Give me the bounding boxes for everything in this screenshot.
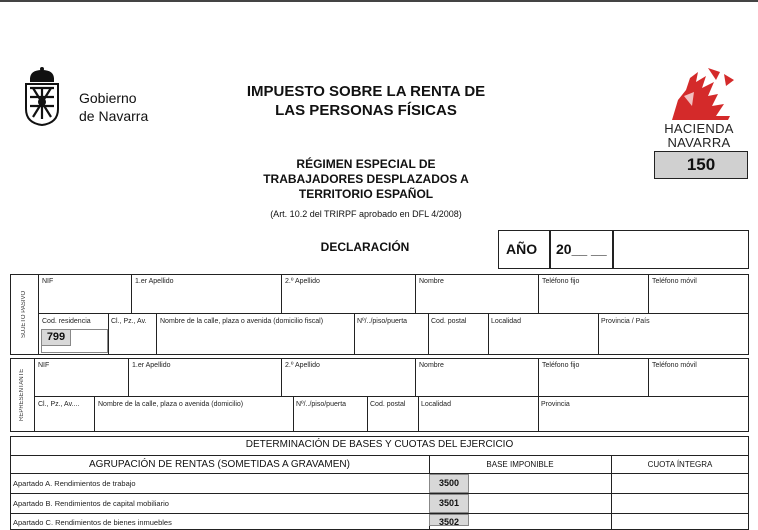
sp-calle-field[interactable]: Nombre de la calle, plaza o avenida (domicilio fiscal) [160,318,324,325]
rep-provincia-field[interactable]: Provincia [541,401,570,408]
navarra-crest-icon [22,67,62,127]
row-code: 3500 [429,474,469,493]
cuota-integra-field[interactable] [612,514,748,526]
sp-div [281,274,282,313]
representante-section [10,358,749,432]
col-cuota-integra-header: CUOTA ÍNTEGRA [647,460,713,469]
sp-num-piso-field[interactable]: Nº/../piso/puerta [357,318,408,325]
title-line2: LAS PERSONAS FÍSICAS [275,102,457,119]
row-code: 3502 [429,514,469,526]
top-border-line [0,0,758,2]
sp-div [156,313,157,355]
sp-nombre-field[interactable]: Nombre [419,278,444,285]
sp-localidad-field[interactable]: Localidad [491,318,521,325]
regime-line3: TERRITORIO ESPAÑOL [298,187,434,201]
sp-cod-residencia-code: 799 [41,329,71,346]
year-divider-2 [612,230,614,269]
rep-div [94,396,95,432]
sp-div [108,313,109,355]
year-value-field[interactable]: 20__ __ [556,241,607,257]
sp-telefono-fijo-field[interactable]: Teléfono fijo [542,278,580,285]
rep-calle-field[interactable]: Nombre de la calle, plaza o avenida (domicilio) [98,401,244,408]
rep-apellido2-field[interactable]: 2.º Apellido [285,362,320,369]
cuota-integra-field[interactable] [612,494,748,513]
title-line1: IMPUESTO SOBRE LA RENTA DE [246,83,486,100]
rep-cl-pz-av-field[interactable]: Cl., Pz., Av.... [38,401,80,408]
sp-cl-pz-av-field[interactable]: Cl., Pz., Av. [111,318,147,325]
model-number-box [654,151,748,179]
rep-div [367,396,368,432]
rep-side-label: REPRESENTANTE [19,368,25,422]
declaration-label: DECLARACIÓN [320,240,410,254]
hacienda-line2: NAVARRA [667,135,731,150]
base-imponible-field[interactable] [470,474,610,493]
sp-row-divider [38,313,749,314]
rep-div [128,358,129,396]
legal-reference: (Art. 10.2 del TRIRPF aprobado en DFL 4/2008) [270,209,462,219]
sp-provincia-pais-field[interactable]: Provincia / País [601,318,650,325]
sp-div [415,274,416,313]
sp-div [131,274,132,313]
rep-cod-postal-field[interactable]: Cod. postal [370,401,406,408]
sujeto-pasivo-section [10,274,749,355]
rep-row-divider [34,396,749,397]
gobierno-line2: de Navarra [79,108,149,124]
row-label: Apartado A. Rendimientos de trabajo [13,479,136,488]
rep-div [281,358,282,396]
hacienda-navarra-logo-icon [668,66,738,122]
sp-div [354,313,355,355]
rep-side-divider [34,358,35,432]
sp-telefono-movil-field[interactable]: Teléfono móvil [652,278,697,285]
base-imponible-field[interactable] [470,514,610,526]
sp-cod-residencia-label: Cod. residencia [42,318,91,325]
sp-cod-postal-field[interactable]: Cod. postal [431,318,467,325]
hacienda-line1: HACIENDA [664,121,734,136]
rep-div [648,358,649,396]
rep-nif-field[interactable]: NIF [38,362,50,369]
rep-div [538,358,539,396]
year-label: AÑO [506,241,538,257]
row-label: Apartado B. Rendimientos de capital mobiliario [13,499,169,508]
rep-num-piso-field[interactable]: Nº/../piso/puerta [296,401,347,408]
base-imponible-field[interactable] [470,494,610,513]
rep-div [538,396,539,432]
rep-div [418,396,419,432]
sp-apellido1-field[interactable]: 1.er Apellido [135,278,174,285]
col-base-imponible-header: BASE IMPONIBLE [486,460,554,469]
rep-localidad-field[interactable]: Localidad [421,401,451,408]
gobierno-line1: Gobierno [79,90,137,106]
regime-line1: RÉGIMEN ESPECIAL DE [296,157,436,171]
col-agrupacion-header: AGRUPACIÓN DE RENTAS (SOMETIDAS A GRAVAMEN) [89,459,350,470]
sp-div [428,313,429,355]
sp-nif-field[interactable]: NIF [42,278,54,285]
rep-telefono-fijo-field[interactable]: Teléfono fijo [542,362,580,369]
sp-side-divider [38,274,39,355]
row-code: 3501 [429,494,469,513]
row-label: Apartado C. Rendimientos de bienes inmuebles [13,518,172,527]
bases-section-title: DETERMINACIÓN DE BASES Y CUOTAS DEL EJERCICIO [245,439,514,450]
rep-nombre-field[interactable]: Nombre [419,362,444,369]
rep-div [415,358,416,396]
year-divider [549,230,551,269]
model-number: 150 [686,155,716,174]
sp-div [538,274,539,313]
sp-div [648,274,649,313]
cuota-integra-field[interactable] [612,474,748,493]
sp-apellido2-field[interactable]: 2.º Apellido [285,278,320,285]
sp-side-label: SUJETO PASIVO [21,290,27,338]
sp-div [488,313,489,355]
regime-line2: TRABAJADORES DESPLAZADOS A [263,172,469,186]
bases-title-divider [10,455,749,456]
rep-div [293,396,294,432]
rep-apellido1-field[interactable]: 1.er Apellido [132,362,171,369]
sp-div [598,313,599,355]
rep-telefono-movil-field[interactable]: Teléfono móvil [652,362,697,369]
